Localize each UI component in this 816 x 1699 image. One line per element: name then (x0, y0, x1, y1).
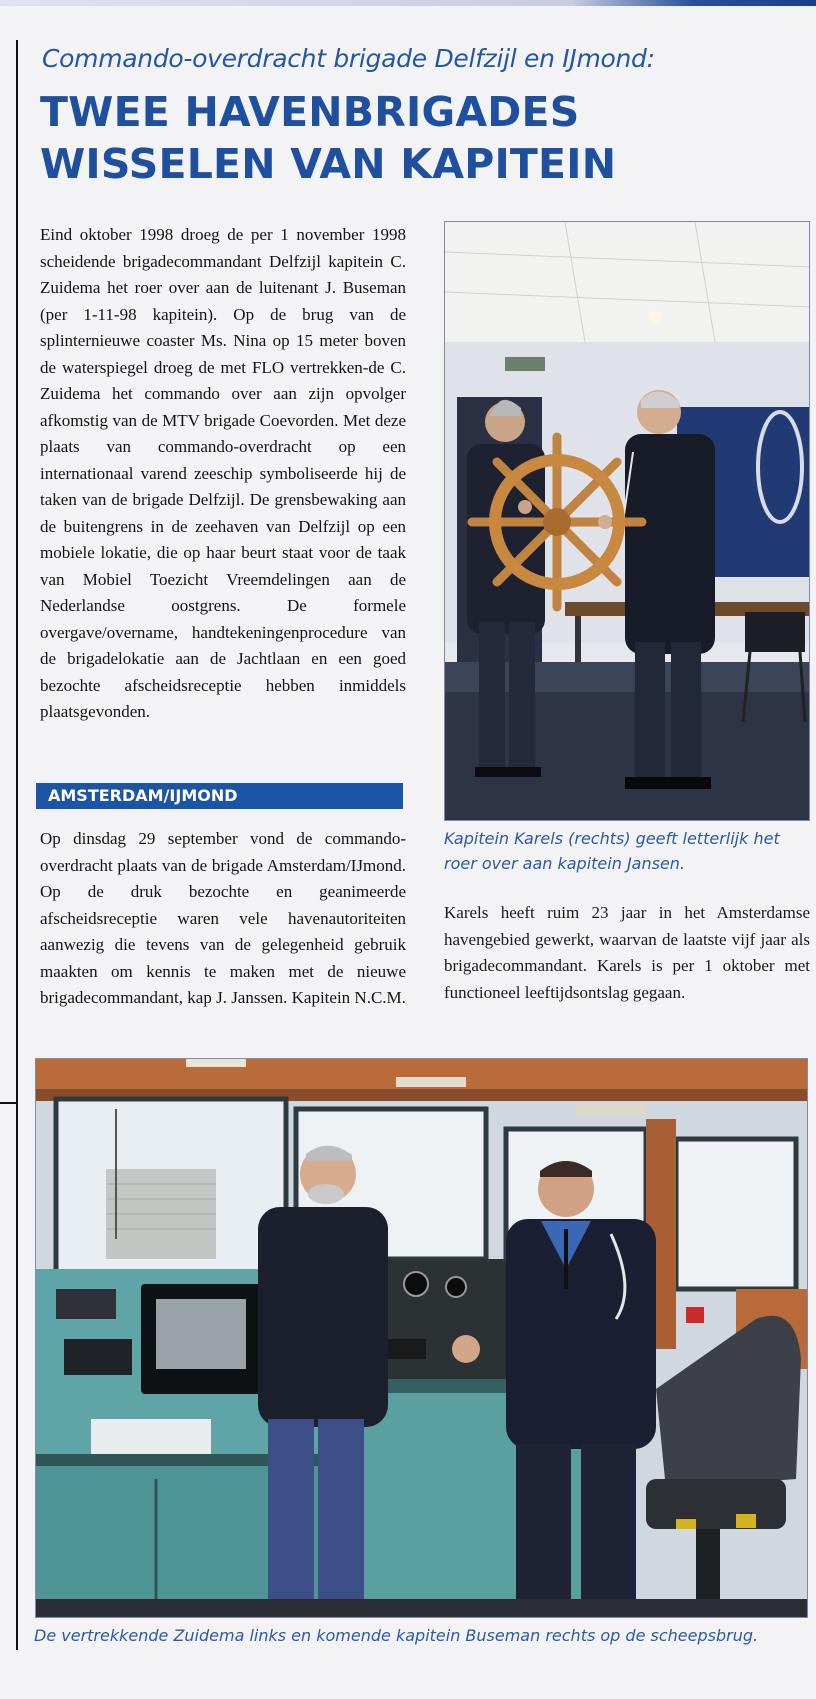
headline-line-2: WISSELEN VAN KAPITEIN (40, 140, 617, 188)
amsterdam-paragraph: Op dinsdag 29 september vond de commando-overdracht plaats van de brigade Amsterdam/IJmond. Op de druk bezochte en geanimeerde afscheidsreceptie waren vele havenautoriteiten aanwezig die tevens van de gelegenheid gebruik maakten om kennis te maken met de nieuwe brigadecommandant, kap J. Janssen. Kapitein N.C.M. (40, 829, 406, 1007)
photo-wheel-handover (444, 221, 810, 821)
left-rule-tick (0, 1102, 18, 1104)
intro-column (40, 222, 406, 726)
left-column-rule (16, 40, 18, 1650)
continued-paragraph: Karels heeft ruim 23 jaar in het Amsterdamse havengebied gewerkt, waarvan de laatste vijf jaar als brigadecommandant. Karels is per 1 oktober met functioneel leeftijdsontslag gegaan. (444, 903, 810, 1002)
intro-paragraph: Eind oktober 1998 droeg de per 1 november 1998 scheidende brigadecommandant Delfzijl kapitein C. Zuidema het roer over aan de luitenant J. Buseman (per 1-11-98 kapitein). Op de brug van de splinternieuwe coaster Ms. Nina op 15 meter boven de waterspiegel droeg de met FLO vertrekken-de C. Zuidema het commando over aan zijn opvolger afkomstig van de MTV brigade Coevorden. Met deze plaats van commando-overdracht op een internationaal varend zeeschip symboliseerde hij de taken van de brigade Delfzijl. De grensbewaking aan de buitengrens in de zeehaven van Delfzijl op een mobiele lokatie, die op haar beurt staat voor de taak van Mobiel Toezicht Vreemdelingen aan de Nederlandse oostgrens. De formele overgave/overname, handtekeningenprocedure van de brigadelokatie aan de Jachtlaan en een goed bezochte afscheidsreceptie hebben inmiddels plaatsgevonden. (40, 225, 406, 721)
headline-line-1: TWEE HAVENBRIGADES (40, 88, 580, 136)
article-kicker: Commando-overdracht brigade Delfzijl en IJmond: (42, 44, 655, 73)
caption-bottom-photo: De vertrekkende Zuidema links en komende kapitein Buseman rechts op de scheepsbrug. (34, 1626, 759, 1645)
section-heading-bar: AMSTERDAM/IJMOND (36, 783, 403, 809)
continued-column (444, 900, 810, 1006)
photo-bridge-handshake (35, 1058, 808, 1618)
amsterdam-column (40, 826, 406, 1012)
caption-top-photo: Kapitein Karels (rechts) geeft letterlijk het roer over aan kapitein Jansen. (444, 829, 780, 873)
page-top-bar (0, 0, 816, 6)
article-headline (40, 86, 760, 190)
